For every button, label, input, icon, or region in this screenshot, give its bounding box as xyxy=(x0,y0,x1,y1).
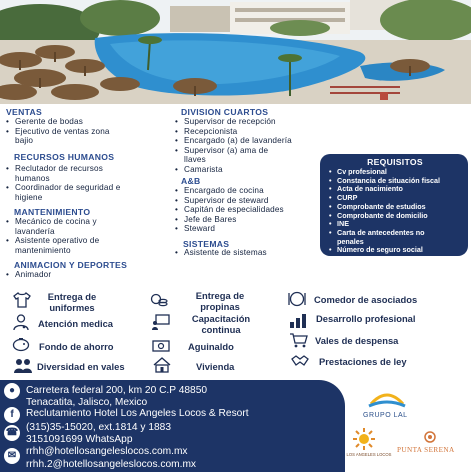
list-item-continuation: llaves xyxy=(184,155,206,165)
list-item: • Comprobante de domicilio xyxy=(328,212,462,221)
facebook-page-link[interactable]: Reclutamiento Hotel Los Angeles Locos & Resort xyxy=(26,408,249,419)
benefit-aguinaldo: Aguinaldo xyxy=(188,341,234,352)
address-line-2: Tenacatita, Jalisco, Mexico xyxy=(26,397,148,408)
money-icon xyxy=(152,338,170,354)
list-item: • Coordinador de seguridad e xyxy=(6,183,120,193)
list-item: • Recepcionista xyxy=(175,127,292,137)
location-pin-icon: ● xyxy=(4,383,20,399)
punta-serena-logo: PUNTA SERENA xyxy=(397,446,455,454)
list-item: • Gerente de bodas xyxy=(6,117,110,127)
piggy-bank-icon xyxy=(12,336,30,352)
benefit-uniformes: Entrega de uniformes xyxy=(47,291,97,313)
requisitos-box xyxy=(320,154,468,256)
section-title-mantenimiento: MANTENIMIENTO xyxy=(14,207,91,217)
mantenimiento-list xyxy=(6,217,99,255)
list-item: • Constancia de situación fiscal xyxy=(328,177,462,186)
section-title-division-cuartos: DIVISION CUARTOS xyxy=(181,107,269,117)
list-item: • Ejecutivo de ventas zona xyxy=(6,127,110,137)
list-item-continuation: mantenimiento xyxy=(15,245,71,255)
list-item: • Mecánico de cocina y xyxy=(6,217,99,227)
contact-footer xyxy=(0,380,345,472)
logos-area xyxy=(345,380,471,472)
grupo-lal-logo: GRUPO LAL xyxy=(363,412,408,419)
list-item: • Carta de antecedentes no xyxy=(328,229,462,238)
benefit-vivienda: Vivienda xyxy=(196,361,235,372)
cart-icon xyxy=(290,332,308,348)
list-item: • Cv profesional xyxy=(328,168,462,177)
list-item: • Reclutador de recursos xyxy=(6,164,120,174)
list-item-continuation: higiene xyxy=(15,192,43,202)
animacion-list xyxy=(6,270,51,280)
section-title-ventas: VENTAS xyxy=(6,107,43,117)
benefit-prestaciones-ley: Prestaciones de ley xyxy=(319,356,407,367)
coins-icon xyxy=(150,292,168,308)
house-icon xyxy=(153,357,171,373)
recursos-humanos-list xyxy=(6,164,120,202)
list-item: • Comprobante de estudios xyxy=(328,203,462,212)
ayb-list xyxy=(175,186,284,234)
resort-pool-photo xyxy=(0,0,471,104)
sistemas-list xyxy=(175,248,267,258)
list-item: • Jefe de Bares xyxy=(175,215,284,225)
list-item: • Capitán de especialidades xyxy=(175,205,284,215)
email-icon: ✉ xyxy=(4,448,20,464)
section-title-recursos-humanos: RECURSOS HUMANOS xyxy=(14,152,115,162)
email-link-1[interactable]: rrhh@hotellosangeleslocos.com.mx xyxy=(26,446,188,457)
punta-serena-icon xyxy=(421,430,439,444)
people-icon xyxy=(14,357,32,373)
list-item: • Supervisor de steward xyxy=(175,196,284,206)
benefit-desarrollo-profesional: Desarrollo profesional xyxy=(316,313,416,324)
phone-number-office[interactable]: (315)35-15020, ext.1814 y 1883 xyxy=(26,422,171,433)
list-item: • Camarista xyxy=(175,165,292,175)
list-item: • Encargado de cocina xyxy=(175,186,284,196)
list-item-continuation: lavandería xyxy=(15,226,55,236)
list-item: • Acta de nacimiento xyxy=(328,185,462,194)
phone-icon: ☎ xyxy=(4,425,20,441)
handshake-icon xyxy=(291,353,309,369)
list-item: • Animador xyxy=(6,270,51,280)
los-angeles-locos-sun-icon xyxy=(353,428,375,450)
list-item: • Encargado (a) de lavandería xyxy=(175,136,292,146)
shirt-icon xyxy=(13,292,31,308)
benefit-diversidad-vales: Diversidad en vales xyxy=(37,361,125,372)
list-item: • Asistente de sistemas xyxy=(175,248,267,258)
benefit-fondo-ahorro: Fondo de ahorro xyxy=(39,341,114,352)
los-angeles-locos-logo: LOS ANGELES LOCOS xyxy=(346,452,392,457)
list-item: • Supervisor de recepción xyxy=(175,117,292,127)
phone-number-whatsapp[interactable]: 3151091699 WhatsApp xyxy=(26,434,133,445)
section-title-sistemas: SISTEMAS xyxy=(183,239,230,249)
list-item: • Asistente operativo de xyxy=(6,236,99,246)
list-item-continuation: humanos xyxy=(15,173,50,183)
ventas-list xyxy=(6,117,110,146)
growth-icon xyxy=(289,312,307,328)
facebook-icon: f xyxy=(4,407,20,423)
list-item: • Supervisor (a) ama de xyxy=(175,146,292,156)
email-link-2[interactable]: rrhh.2@hotellosangeleslocos.com.mx xyxy=(26,459,197,470)
benefit-capacitacion: Capacitación continua xyxy=(191,313,251,335)
address-line-1: Carretera federal 200, km 20 C.P 48850 xyxy=(26,385,208,396)
list-item-continuation: bajio xyxy=(15,136,34,146)
section-title-animacion-deportes: ANIMACION Y DEPORTES xyxy=(14,260,128,270)
list-item: • INE xyxy=(328,220,462,229)
training-icon xyxy=(152,314,170,330)
section-title-ayb: A&B xyxy=(181,176,201,186)
requisitos-list xyxy=(328,168,462,255)
list-item-continuation: penales xyxy=(337,236,364,246)
grupo-lal-logo-icon xyxy=(367,386,407,410)
cutlery-icon xyxy=(288,291,306,307)
benefit-comedor: Comedor de asociados xyxy=(314,294,418,305)
list-item: • Steward xyxy=(175,224,284,234)
doctor-icon xyxy=(12,314,30,330)
list-item: • CURP xyxy=(328,194,462,203)
division-cuartos-list xyxy=(175,117,292,175)
benefit-propinas: Entrega de propinas xyxy=(195,290,245,312)
requisitos-title: REQUISITOS xyxy=(367,157,423,167)
benefit-vales-despensa: Vales de despensa xyxy=(315,335,399,346)
list-item: • Número de seguro social xyxy=(328,246,462,255)
benefit-atencion-medica: Atención medica xyxy=(38,318,114,329)
